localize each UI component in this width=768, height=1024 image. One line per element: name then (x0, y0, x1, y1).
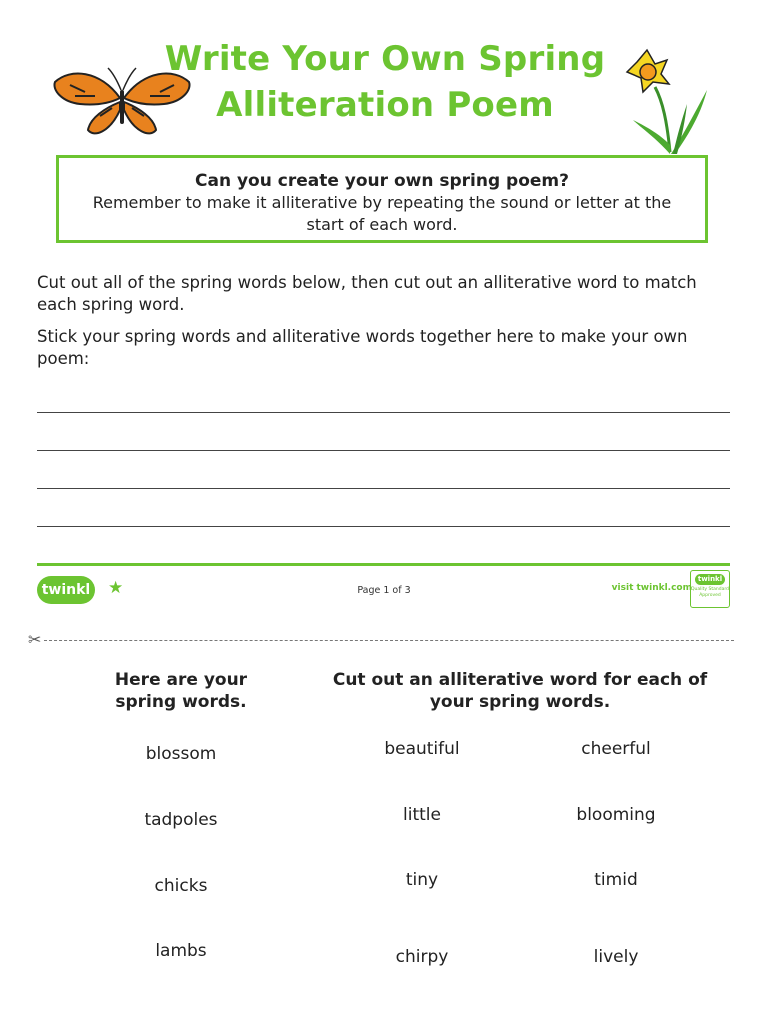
spring-word: lambs (155, 941, 207, 961)
alliterative-word: lively (593, 947, 639, 967)
scissors-icon: ✂ (28, 630, 42, 649)
spring-word: chicks (154, 876, 208, 896)
instruction-stick: Stick your spring words and alliterative words together here to make your own poem: (37, 327, 688, 368)
alliterative-word: timid (594, 870, 638, 890)
alliterative-word: tiny (405, 870, 439, 890)
intro-question: Can you create your own spring poem? (195, 171, 569, 191)
title-line-1: Write Your Own Spring (164, 39, 606, 79)
writing-line (37, 526, 730, 527)
alliterative-word: beautiful (384, 739, 460, 759)
star-icon: ★ (108, 578, 124, 598)
writing-line (37, 488, 730, 489)
spring-words-heading: Here are your spring words. (114, 670, 248, 712)
page-title (150, 36, 620, 128)
instruction-cut-out: Cut out all of the spring words below, then cut out an alliterative word to match each spring word. (37, 273, 697, 314)
alliterative-word: cheerful (581, 739, 651, 759)
alliterative-word: chirpy (395, 947, 449, 967)
title-line-2: Alliteration Poem (216, 85, 554, 125)
alliterative-word: blooming (576, 805, 656, 825)
twinkl-logo: twinkl (37, 576, 95, 604)
intro-text: Remember to make it alliterative by repeating the sound or letter at the start of each word. (92, 193, 672, 234)
page-number: Page 1 of 3 (357, 585, 411, 596)
cut-line (44, 640, 734, 641)
intro-box (56, 155, 708, 243)
writing-line (37, 412, 730, 413)
writing-line (37, 450, 730, 451)
quality-badge (690, 570, 730, 608)
quality-badge-logo: twinkl (695, 574, 725, 585)
spring-word: tadpoles (144, 810, 218, 830)
footer-divider (37, 563, 730, 566)
spring-word: blossom (145, 744, 217, 764)
quality-badge-label: Quality Standard Approved (691, 587, 729, 598)
alliterative-word: little (403, 805, 441, 825)
alliterative-words-heading: Cut out an alliterative word for each of your spring words. (332, 670, 708, 712)
visit-link[interactable]: visit twinkl.com (611, 583, 692, 593)
daffodil-icon (615, 42, 715, 157)
